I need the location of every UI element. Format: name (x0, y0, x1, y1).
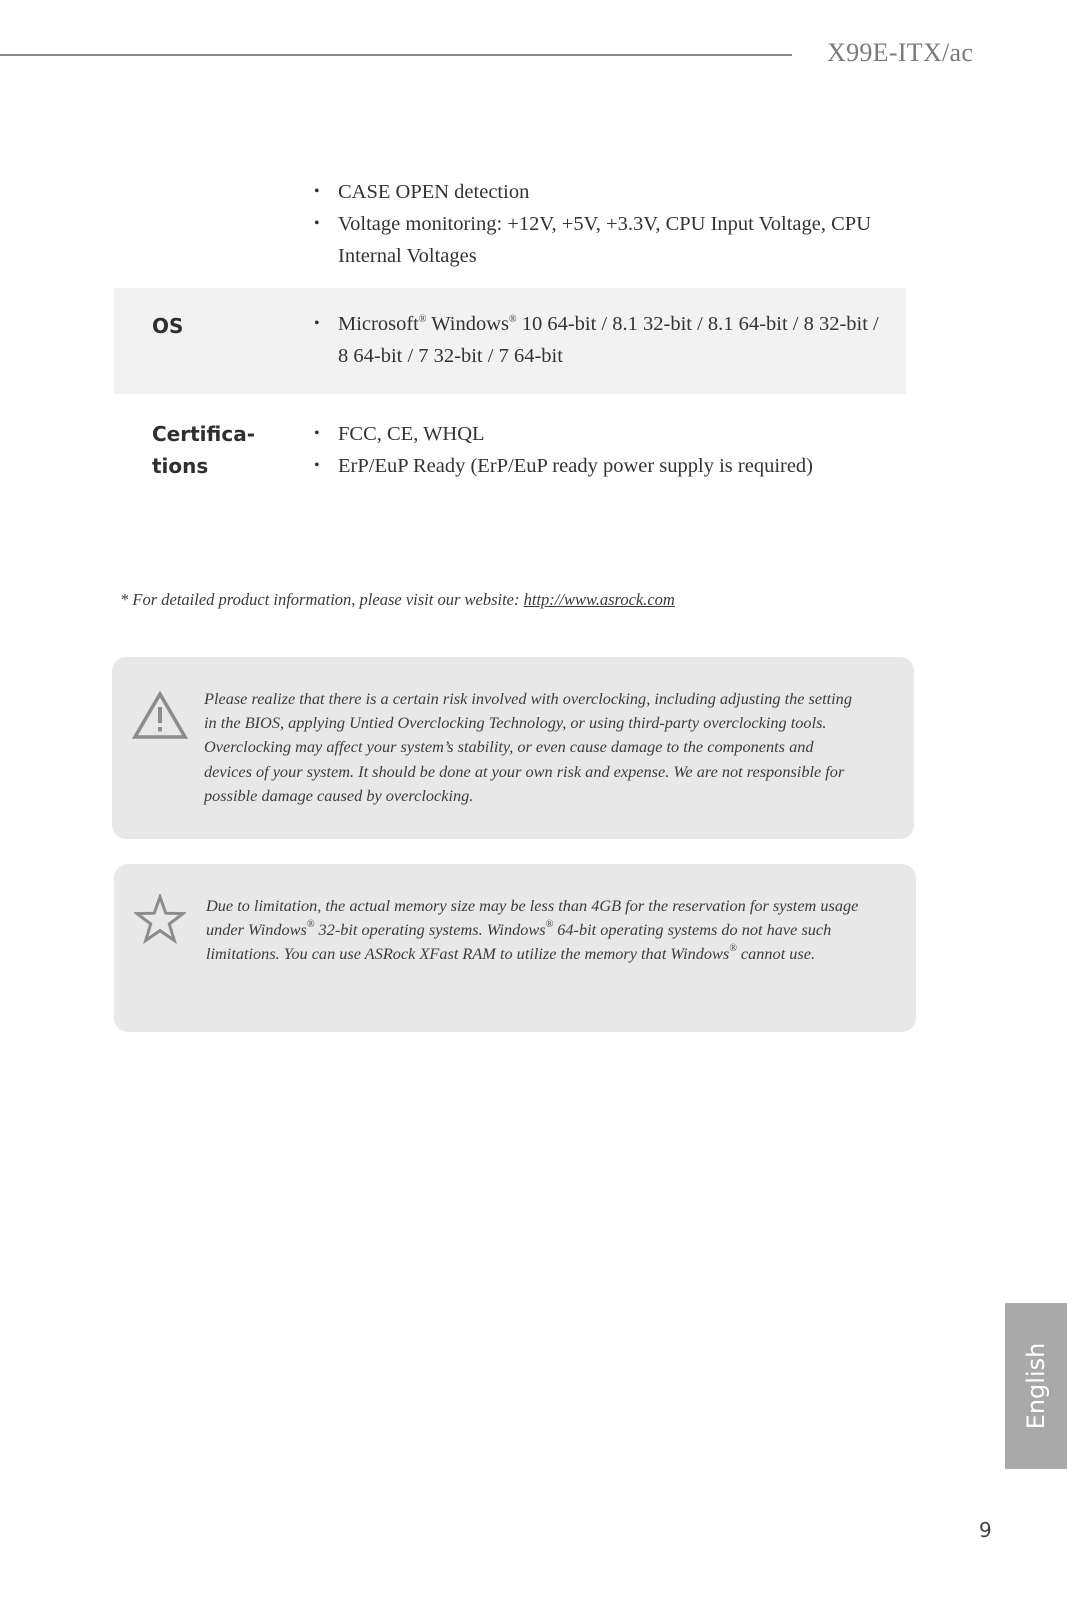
page-number: 9 (979, 1518, 992, 1542)
spec-table (114, 170, 906, 504)
spec-row-monitoring (114, 170, 906, 288)
list-item: • Microsoft® Windows® 10 64-bit / 8.1 32-bit / 8.1 64-bit / 8 32-bit / 8 64-bit / 7 32-bit / 7 64-bit (314, 308, 884, 372)
os-list (314, 308, 884, 372)
list-item: • CASE OPEN detection (314, 176, 884, 208)
warning-text: Please realize that there is a certain risk involved with overclocking, including adjusting the setting in the BIOS, applying Untied Overclocking Technology, or using third-party overclocking tools. Overclocking may affect your system’s stability, or even cause damage to the components and devices of your system. It should be done at your own risk and expense. We are not responsible for possible damage caused by overclocking. (204, 689, 852, 805)
spec-row-os (114, 288, 906, 394)
list-item: • ErP/EuP Ready (ErP/EuP ready power supply is required) (314, 450, 884, 482)
list-item: • Voltage monitoring: +12V, +5V, +3.3V, CPU Input Voltage, CPU Internal Voltages (314, 208, 884, 272)
os-label: OS (152, 314, 184, 338)
website-note-prefix: * For detailed product information, please visit our website: (120, 590, 524, 609)
certifications-label-line1: Certifica- (152, 422, 255, 446)
certifications-list (314, 418, 884, 482)
header-model-name: X99E-ITX/ac (827, 38, 974, 67)
website-note (120, 590, 675, 610)
overclocking-warning-box (112, 657, 914, 839)
header-rule (0, 54, 792, 56)
list-item: • FCC, CE, WHQL (314, 418, 884, 450)
spec-row-certifications (114, 394, 906, 504)
language-tab-label: English (1022, 1342, 1050, 1430)
star-outline-icon (134, 894, 186, 944)
memory-tip-box (114, 864, 916, 1032)
certifications-label (152, 418, 272, 482)
certifications-label-line2: tions (152, 454, 209, 478)
monitoring-list (314, 176, 884, 272)
warning-triangle-icon (132, 691, 188, 741)
website-link[interactable]: http://www.asrock.com (523, 590, 675, 609)
tip-text: Due to limitation, the actual memory size may be less than 4GB for the reservation for system usage under Windows® 32-bit operating systems. Windows® 64-bit operating systems do not have such limitations. You can use ASRock XFast RAM to utilize the memory that Windows® cannot use. (206, 896, 859, 964)
